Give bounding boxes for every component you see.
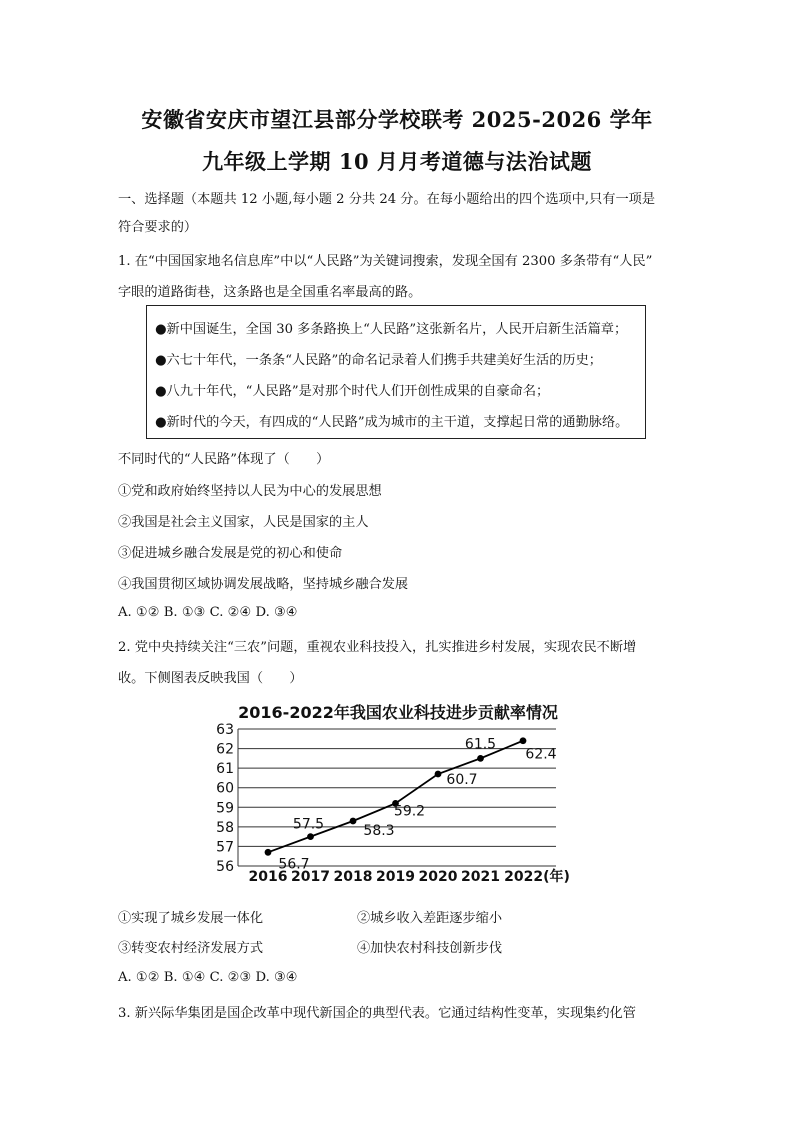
x-tick-label: 2019 [376, 869, 415, 885]
data-label: 60.7 [446, 772, 478, 789]
chart-title: 2016-2022年我国农业科技进步贡献率情况 [238, 703, 558, 722]
q1-stem: 1. 在“中国国家地名信息库”中以“人民路”为关键词搜索，发现全国有 2300 多条带有“人民” [118, 254, 653, 269]
data-label: 62.4 [525, 746, 557, 763]
data-label: 61.5 [464, 736, 497, 753]
data-point [265, 849, 272, 856]
x-tick-label: 2022(年) [504, 869, 570, 885]
x-tick-label: 2021 [461, 869, 500, 885]
section-heading-cont: 符合要求的） [118, 220, 198, 235]
data-label: 58.3 [363, 822, 395, 839]
series-line [268, 741, 523, 853]
data-label: 56.7 [278, 856, 310, 873]
q1-option: ②我国是社会主义国家，人民是国家的主人 [118, 515, 369, 530]
x-tick-label: 2020 [418, 869, 458, 885]
y-tick-label: 60 [216, 780, 234, 797]
data-point [350, 818, 357, 825]
y-tick-label: 56 [216, 859, 234, 875]
document-title-line2: 九年级上学期 10 月月考道德与法治试题 [202, 149, 592, 174]
x-tick-label: 2018 [333, 869, 373, 885]
q1-stem-cont: 字眼的道路街巷，这条路也是全国重名率最高的路。 [118, 285, 422, 300]
y-tick-label: 61 [216, 761, 234, 778]
x-tick-label: 2017 [291, 869, 330, 885]
y-tick-label: 58 [216, 819, 234, 836]
y-tick-label: 63 [216, 722, 234, 738]
x-tick-label: 2016 [248, 869, 288, 885]
data-label: 59.2 [393, 803, 426, 820]
q2-option: ①实现了城乡发展一体化 [118, 911, 264, 926]
data-point [435, 771, 442, 778]
q2-stem: 2. 党中央持续关注“三农”问题，重视农业科技投入，扎实推进乡村发展，实现农民不断增 [118, 640, 637, 655]
y-tick-label: 57 [216, 839, 234, 856]
data-point [307, 833, 314, 840]
q2-answer-choices: A. ①② B. ①④ C. ②③ D. ③④ [118, 970, 298, 985]
y-tick-label: 59 [216, 800, 234, 817]
data-point [520, 737, 527, 744]
material-bullet: ●新中国诞生，全国 30 多条路换上“人民路”这张新名片，人民开启新生活篇章； [155, 322, 628, 337]
y-tick-label: 62 [216, 741, 234, 758]
material-bullet: ●六七十年代，一条条“人民路”的命名记录着人们携手共建美好生活的历史； [155, 353, 602, 368]
section-heading: 一、选择题（本题共 12 小题,每小题 2 分共 24 分。在每小题给出的四个选项中,只有一项是 [118, 192, 656, 207]
material-bullet: ●八九十年代，“人民路”是对那个时代人们开创性成果的自豪命名； [155, 384, 550, 399]
q2-option: ④加快农村科技创新步伐 [357, 941, 503, 956]
q3-stem: 3. 新兴际华集团是国企改革中现代新国企的典型代表。它通过结构性变革，实现集约化管 [118, 1006, 636, 1021]
q1-option: ①党和政府始终坚持以人民为中心的发展思想 [118, 484, 382, 499]
q2-option: ③转变农村经济发展方式 [118, 941, 264, 956]
material-bullet: ●新时代的今天，有四成的“人民路”成为城市的主干道，支撑起日常的通勤脉络。 [155, 415, 629, 430]
q1-question: 不同时代的“人民路”体现了（ ） [118, 452, 330, 467]
q2-option: ②城乡收入差距逐步缩小 [357, 911, 503, 926]
document-title-line1: 安徽省安庆市望江县部分学校联考 2025-2026 学年 [141, 107, 653, 132]
q1-option: ④我国贯彻区域协调发展战略，坚持城乡融合发展 [118, 577, 409, 592]
data-point [477, 755, 484, 762]
data-label: 57.5 [292, 816, 325, 833]
q2-stem-cont: 收。下侧图表反映我国（ ） [118, 671, 303, 686]
q1-option: ③促进城乡融合发展是党的初心和使命 [118, 546, 343, 561]
q1-answer-choices: A. ①② B. ①③ C. ②④ D. ③④ [118, 605, 298, 620]
